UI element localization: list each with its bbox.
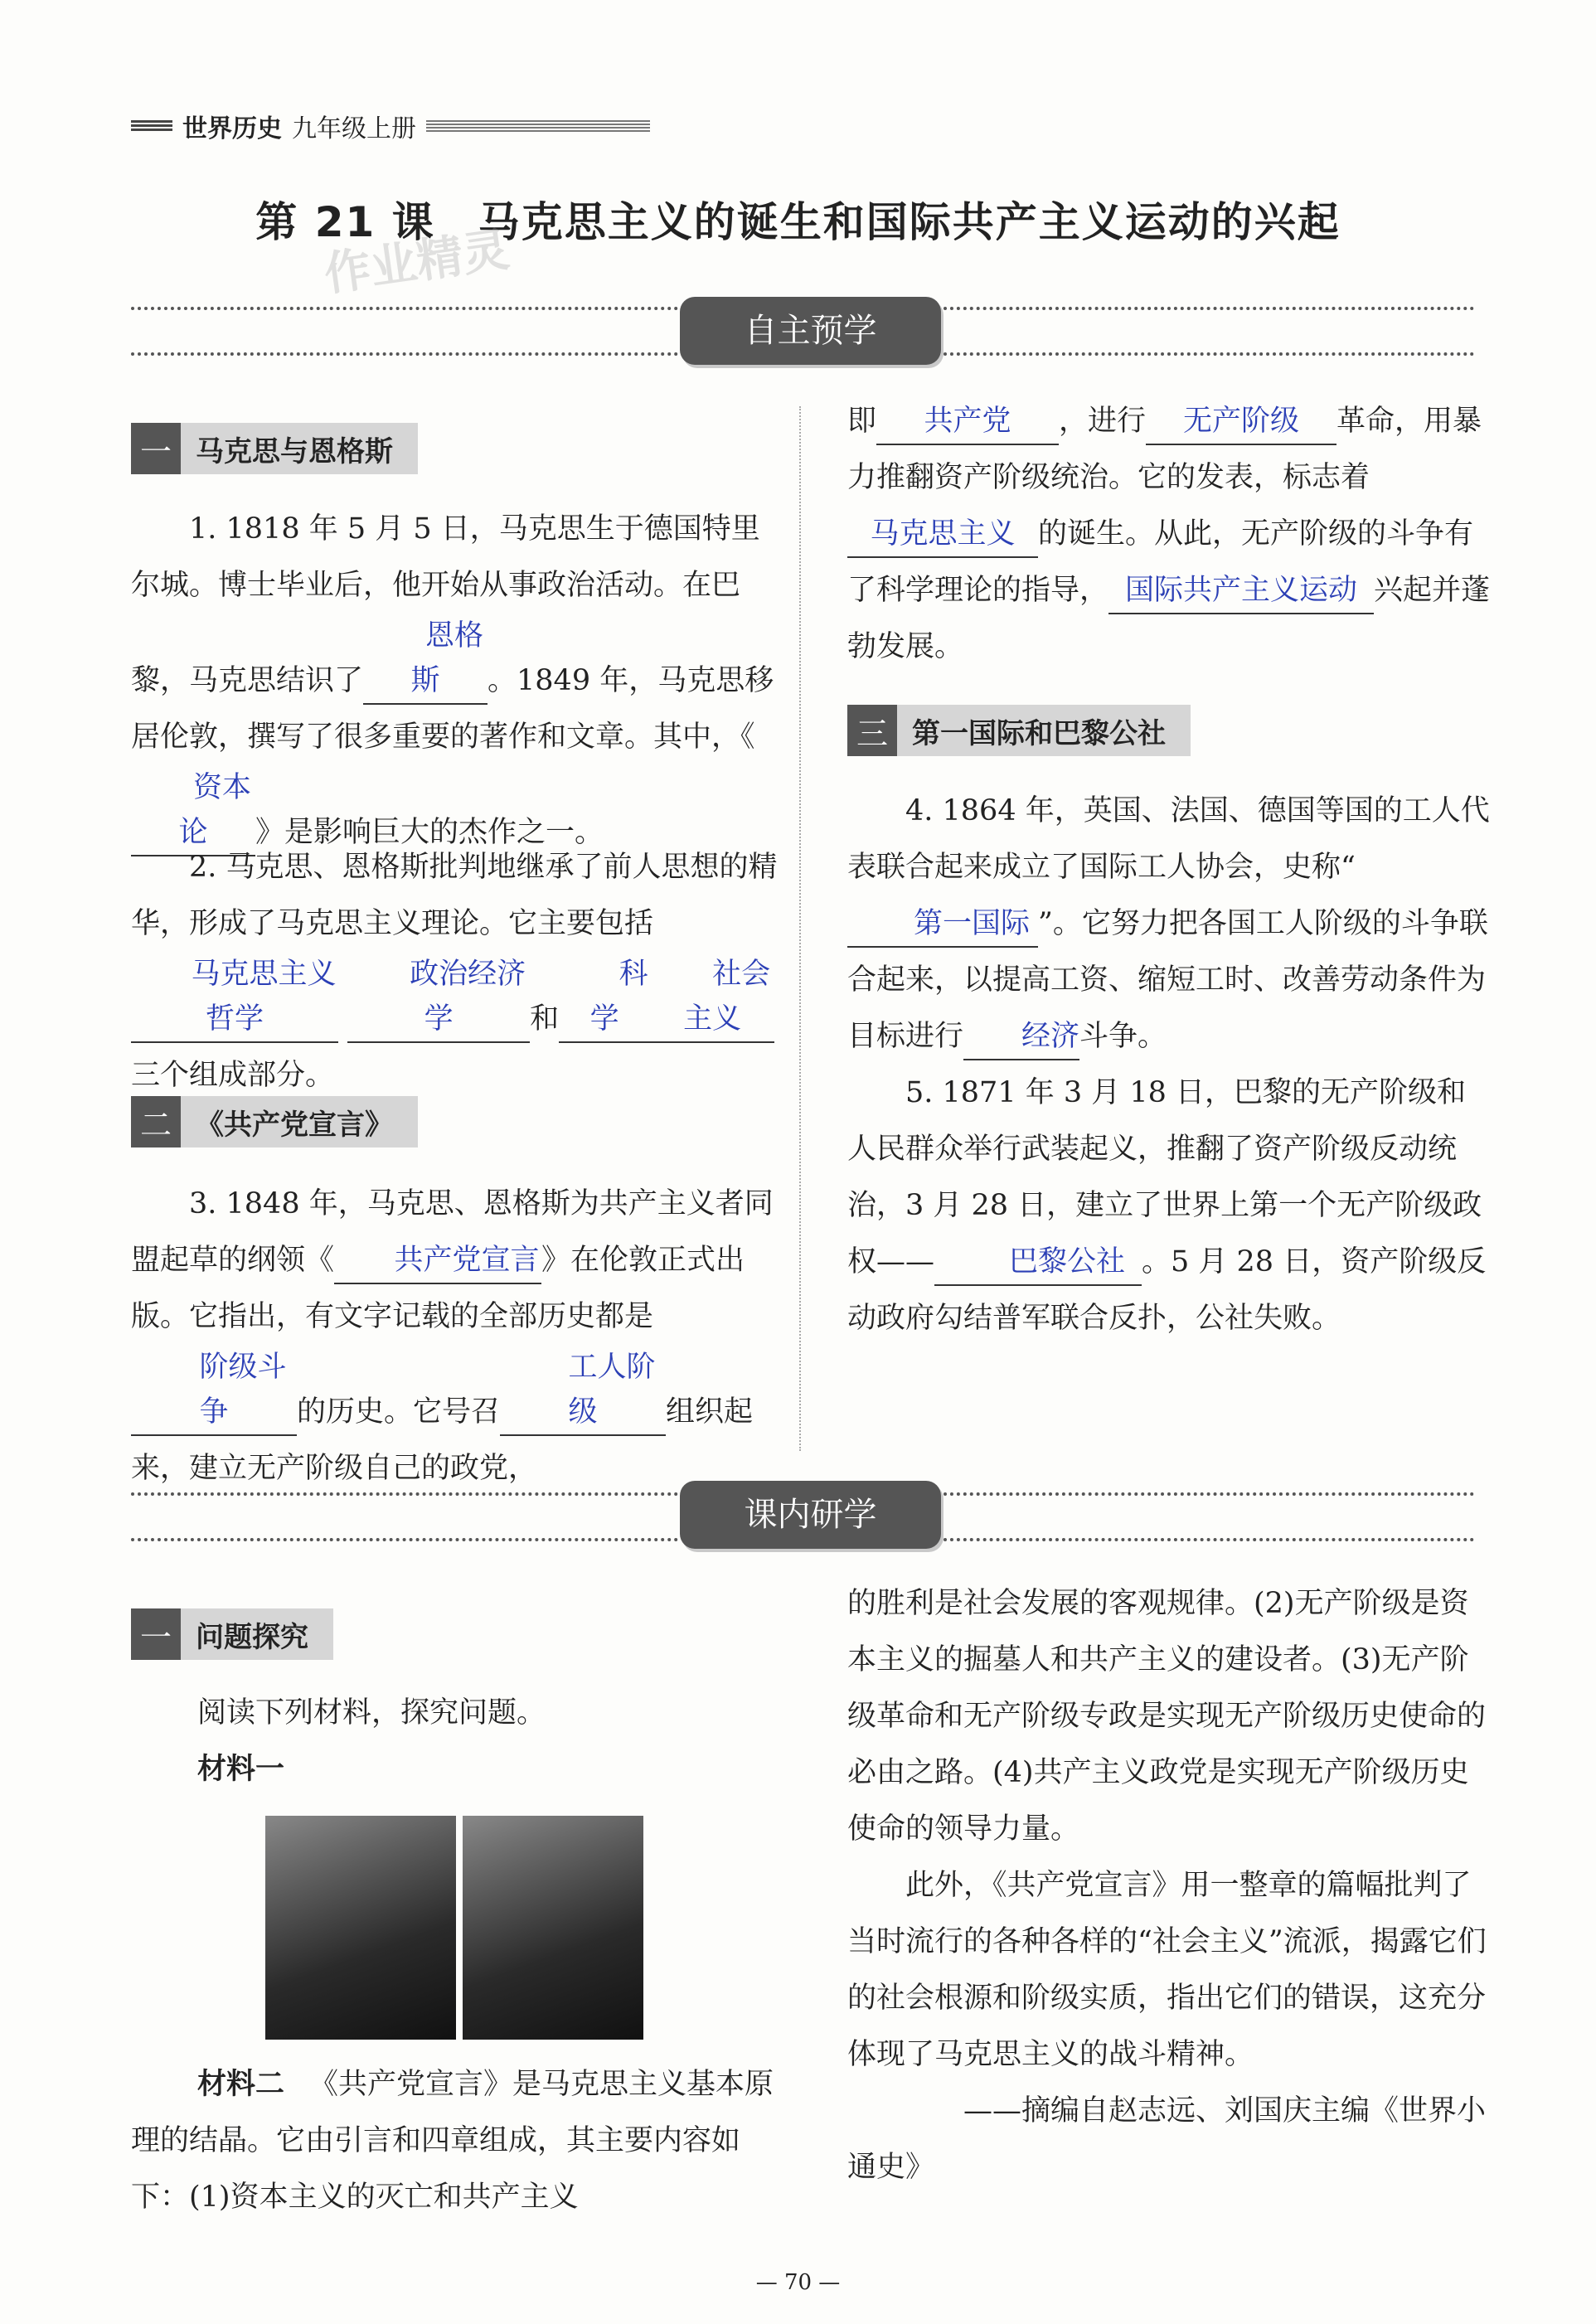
- running-header: [131, 108, 650, 144]
- answer-blank: 共产党宣言: [334, 1238, 541, 1284]
- answer-blank: 无产阶级: [1146, 399, 1336, 445]
- band-in-class-study: 课内研学: [680, 1481, 941, 1549]
- lesson-title: 第 21 课 马克思主义的诞生和国际共产主义运动的兴起: [255, 198, 1341, 246]
- answer-blank: 马克思主义: [847, 512, 1038, 558]
- header-subject: 世界历史: [182, 114, 282, 143]
- section-heading: [131, 423, 418, 474]
- material-source: ——摘编自赵志远、刘国庆主编《世界小通史》: [847, 2094, 1487, 2184]
- answer-blank: 阶级斗争: [131, 1345, 297, 1436]
- band-self-study: 自主预学: [680, 297, 941, 365]
- engels-portrait-image: [463, 1816, 643, 2040]
- dotted-rule: [131, 1538, 678, 1541]
- material-2-paragraph: 此外，《共产党宣言》用一整章的篇幅批判了当时流行的各种各样的“社会主义”流派，揭露它们的社会根源和阶级实质，指出它们的错误，这充分体现了马克思主义的战斗精神。: [847, 1869, 1487, 2071]
- material-1-label: 材料一: [197, 1753, 285, 1786]
- section-label: 第一国际和巴黎公社: [897, 705, 1191, 756]
- dotted-rule: [944, 352, 1474, 356]
- answer-blank: 资本论: [131, 765, 255, 856]
- section-label: 《共产党宣言》: [181, 1096, 418, 1147]
- section-number: 一: [131, 1608, 181, 1660]
- question-3: 3. 1848 年，马克思、恩格斯为共产主义者同盟起草的纲领《 共产党宣言》在伦敦正式出版。它指出，有文字记载的全部历史都是阶级斗争 的历史。它号召工人阶级 组织起来，建立无产阶级自己的政党，: [131, 1187, 774, 1485]
- question-1: 1. 1818 年 5 月 5 日，马克思生于德国特里尔城。博士毕业后，他开始从事政治活动。在巴黎，马克思结识了恩格斯 。1849 年，马克思移居伦敦，撰写了很多重要的著作和文章。其中，《资本论 》是影响巨大的杰作之一。: [131, 501, 778, 861]
- dotted-rule: [131, 352, 678, 356]
- section-label: 马克思与恩格斯: [181, 423, 418, 474]
- answer-blank: 恩格斯: [363, 614, 488, 705]
- answer-blank: 科学: [559, 952, 650, 1043]
- answer-blank: 社会主义: [650, 952, 774, 1043]
- column-divider: [799, 406, 801, 1451]
- section-heading: [847, 705, 1191, 756]
- section-heading: [131, 1096, 418, 1147]
- header-lines-icon: [426, 120, 650, 132]
- answer-blank: 第一国际: [847, 901, 1038, 948]
- page-number: — 70 —: [755, 2270, 841, 2295]
- answer-blank: 共产党: [876, 399, 1059, 445]
- section-number: 三: [847, 705, 897, 756]
- dotted-rule: [944, 1492, 1474, 1496]
- answer-blank: 经济: [963, 1014, 1079, 1060]
- answer-blank: 政治经济学: [347, 952, 530, 1043]
- marx-portrait-image: [265, 1816, 456, 2040]
- question-2: 2. 马克思、恩格斯批判地继承了前人思想的精华，形成了马克思主义理论。它主要包括马克思主义哲学 政治经济学 和科学社会主义三个组成部分。: [131, 851, 778, 1092]
- answer-blank: 国际共产主义运动: [1108, 568, 1374, 614]
- dotted-rule: [131, 1492, 678, 1496]
- section-label: 问题探究: [181, 1608, 333, 1660]
- header-bar-icon: [131, 120, 172, 132]
- material-2-continued: 的胜利是社会发展的客观规律。(2)无产阶级是资本主义的掘墓人和共产主义的建设者。(3)无产阶级革命和无产阶级专政是实现无产阶级历史使命的必由之路。(4)共产主义政党是实现无产阶级历史使命的领导力量。: [847, 1587, 1487, 1846]
- answer-blank: 巴黎公社: [934, 1240, 1142, 1286]
- inquiry-intro: 阅读下列材料，探究问题。: [197, 1696, 546, 1730]
- answer-blank: 工人阶级: [500, 1345, 666, 1436]
- watermark: 作业精灵: [321, 222, 513, 303]
- question-3-continued: 即 共产党 ，进行 无产阶级 革命，用暴力推翻资产阶级统治。它的发表，标志着马克思主义 的诞生。从此，无产阶级的斗争有了科学理论的指导， 国际共产主义运动 兴起并蓬勃发展。: [847, 393, 1494, 675]
- question-4: 4. 1864 年，英国、法国、德国等国的工人代表联合起来成立了国际工人协会，史称“第一国际 ”。它努力把各国工人阶级的斗争联合起来，以提高工资、缩短工时、改善劳动条件为目标进行 经济斗争。: [847, 783, 1494, 1065]
- material-2: 材料二 《共产党宣言》是马克思主义基本原理的结晶。它由引言和四章组成，其主要内容如下：(1)资本主义的灭亡和共产主义: [131, 2068, 774, 2214]
- dotted-rule: [944, 1538, 1474, 1541]
- answer-blank: 马克思主义哲学: [131, 952, 338, 1043]
- section-number: 一: [131, 423, 181, 474]
- header-grade: 九年级上册: [292, 114, 416, 143]
- section-number: 二: [131, 1096, 181, 1147]
- dotted-rule: [944, 307, 1474, 310]
- question-5: 5. 1871 年 3 月 18 日，巴黎的无产阶级和人民群众举行武装起义，推翻了资产阶级反动统治，3 月 28 日，建立了世界上第一个无产阶级政权—— 巴黎公社 。5 月 28 日，资产阶级反动政府勾结普军联合反扑，公社失败。: [847, 1076, 1487, 1335]
- dotted-rule: [131, 307, 678, 310]
- section-heading: [131, 1608, 333, 1660]
